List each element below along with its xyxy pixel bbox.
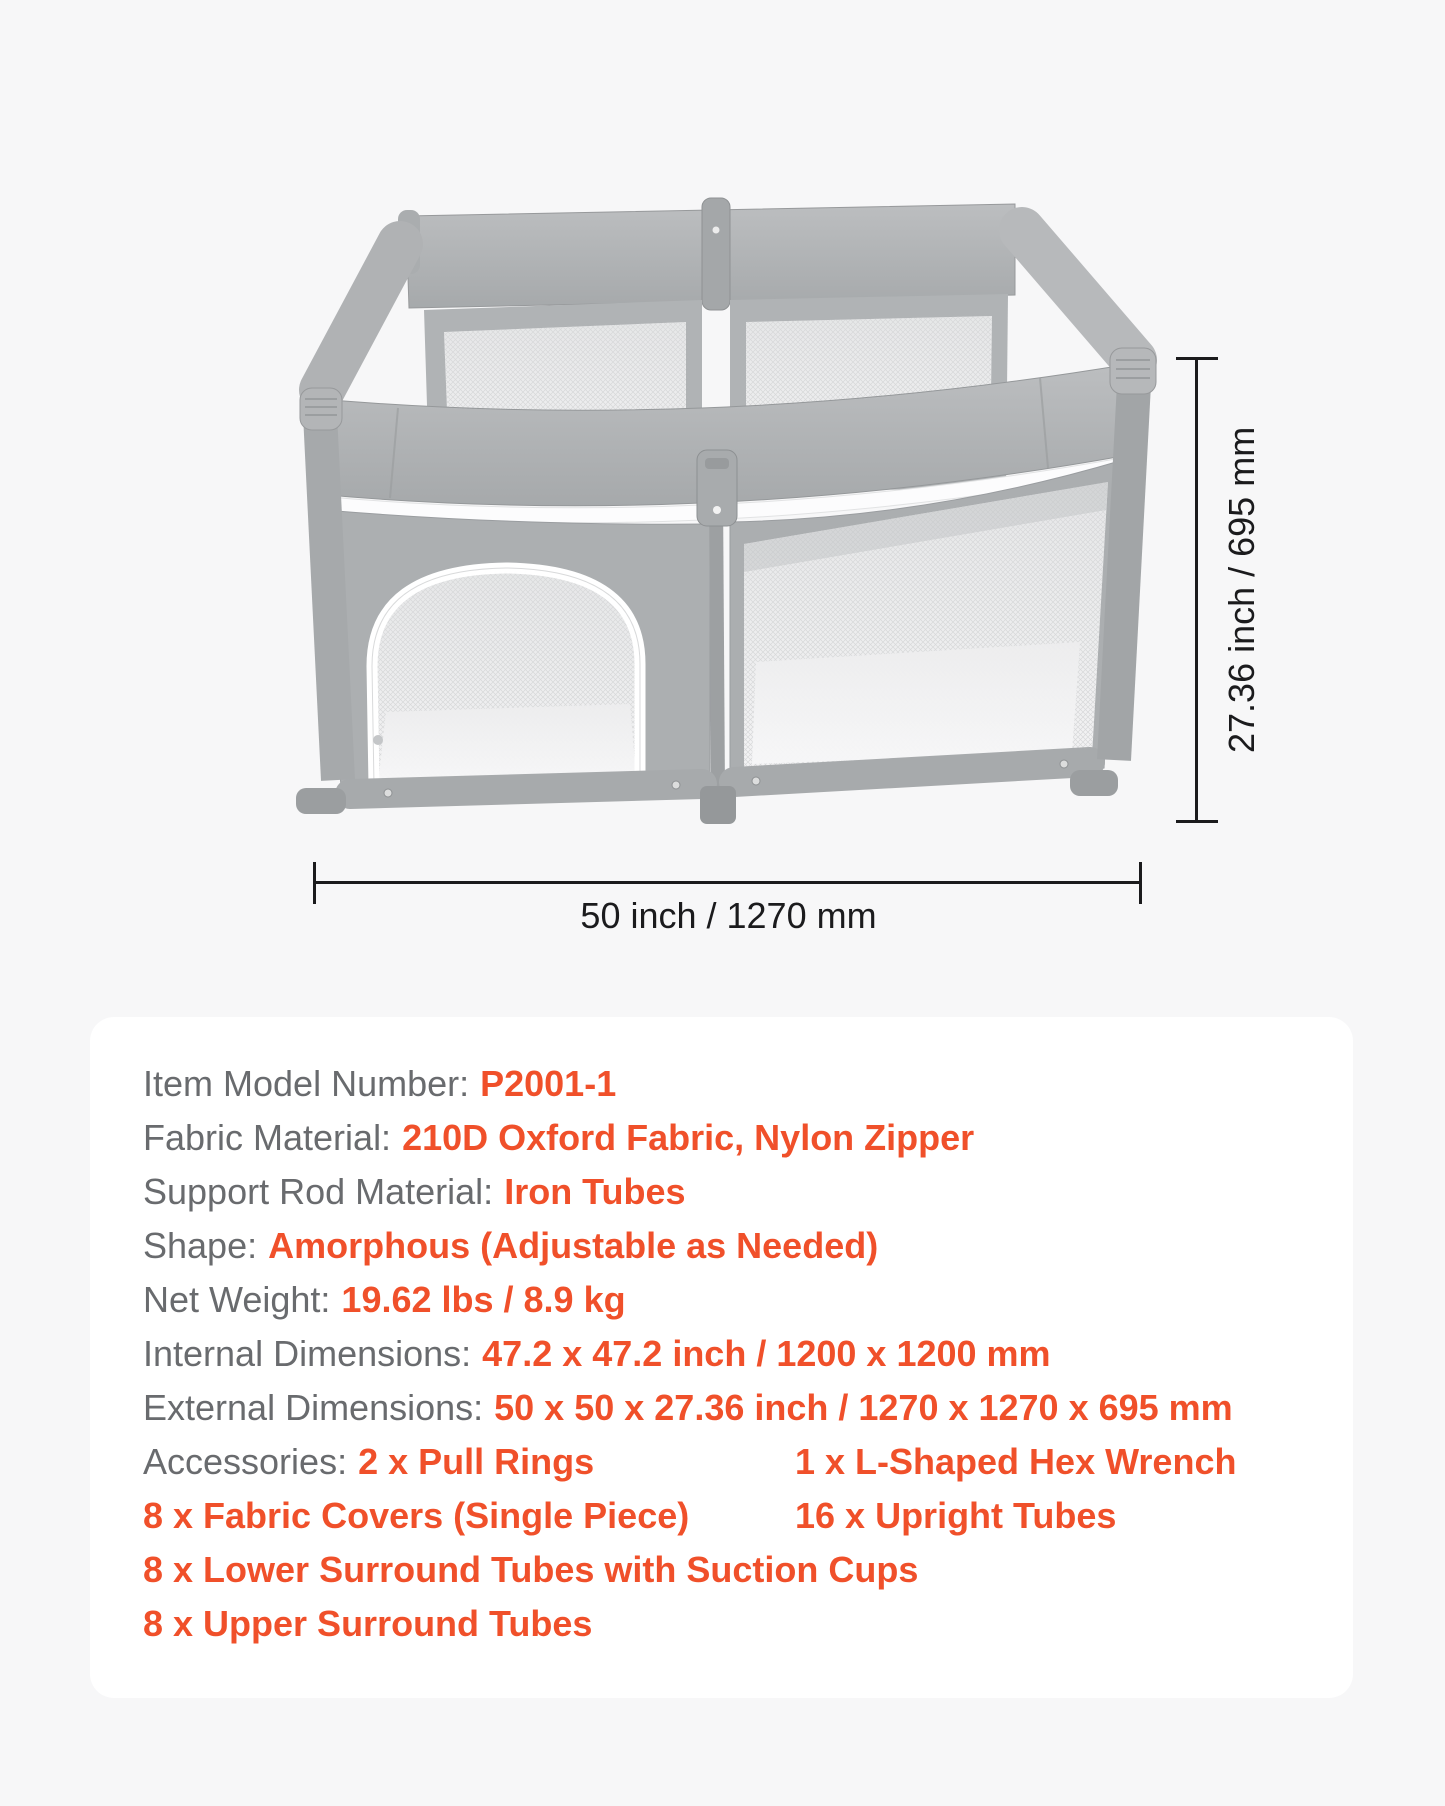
spec-label: External Dimensions: (143, 1387, 484, 1428)
spec-label: Support Rod Material: (143, 1171, 494, 1212)
spec-label: Internal Dimensions: (143, 1333, 472, 1374)
spec-value: Amorphous (Adjustable as Needed) (268, 1225, 879, 1266)
spec-value: 8 x Lower Surround Tubes with Suction Cups (143, 1549, 919, 1590)
width-dimension-label: 50 inch / 1270 mm (580, 895, 877, 936)
spec-label: Net Weight: (143, 1279, 331, 1320)
playpen-illustration (278, 192, 1158, 842)
spec-row-model (143, 1057, 1313, 1111)
spec-value-second-column: 16 x Upright Tubes (795, 1495, 1117, 1536)
spec-value: 8 x Fabric Covers (Single Piece) (143, 1495, 690, 1536)
spec-row-internal-dimensions (143, 1327, 1313, 1381)
spec-label: Accessories: (143, 1441, 348, 1482)
spec-row-net-weight (143, 1273, 1313, 1327)
spec-label: Item Model Number: (143, 1063, 470, 1104)
spec-label: Shape: (143, 1225, 258, 1266)
spec-value: 19.62 lbs / 8.9 kg (341, 1279, 626, 1320)
height-dimension-line (1195, 357, 1198, 823)
height-dimension-label: 27.36 inch / 695 mm (1221, 426, 1262, 754)
spec-row-shape (143, 1219, 1313, 1273)
spec-card (90, 1017, 1353, 1698)
spec-row-external-dimensions (143, 1381, 1313, 1435)
spec-row-lower-surround-tubes (143, 1543, 1313, 1597)
spec-value: Iron Tubes (504, 1171, 686, 1212)
spec-row-upper-surround-tubes (143, 1597, 1313, 1651)
spec-row-fabric-covers (143, 1489, 1313, 1543)
spec-label: Fabric Material: (143, 1117, 392, 1158)
spec-value: P2001-1 (480, 1063, 617, 1104)
spec-value: 8 x Upper Surround Tubes (143, 1603, 593, 1644)
spec-value: 47.2 x 47.2 inch / 1200 x 1200 mm (482, 1333, 1051, 1374)
spec-value-second-column: 1 x L-Shaped Hex Wrench (795, 1441, 1237, 1482)
spec-row-support-rod-material (143, 1165, 1313, 1219)
spec-value: 50 x 50 x 27.36 inch / 1270 x 1270 x 695 mm (494, 1387, 1233, 1428)
spec-value: 210D Oxford Fabric, Nylon Zipper (402, 1117, 975, 1158)
spec-value: 2 x Pull Rings (358, 1441, 595, 1482)
spec-row-accessories (143, 1435, 1313, 1489)
spec-row-fabric-material (143, 1111, 1313, 1165)
width-dimension-line (315, 881, 1142, 884)
